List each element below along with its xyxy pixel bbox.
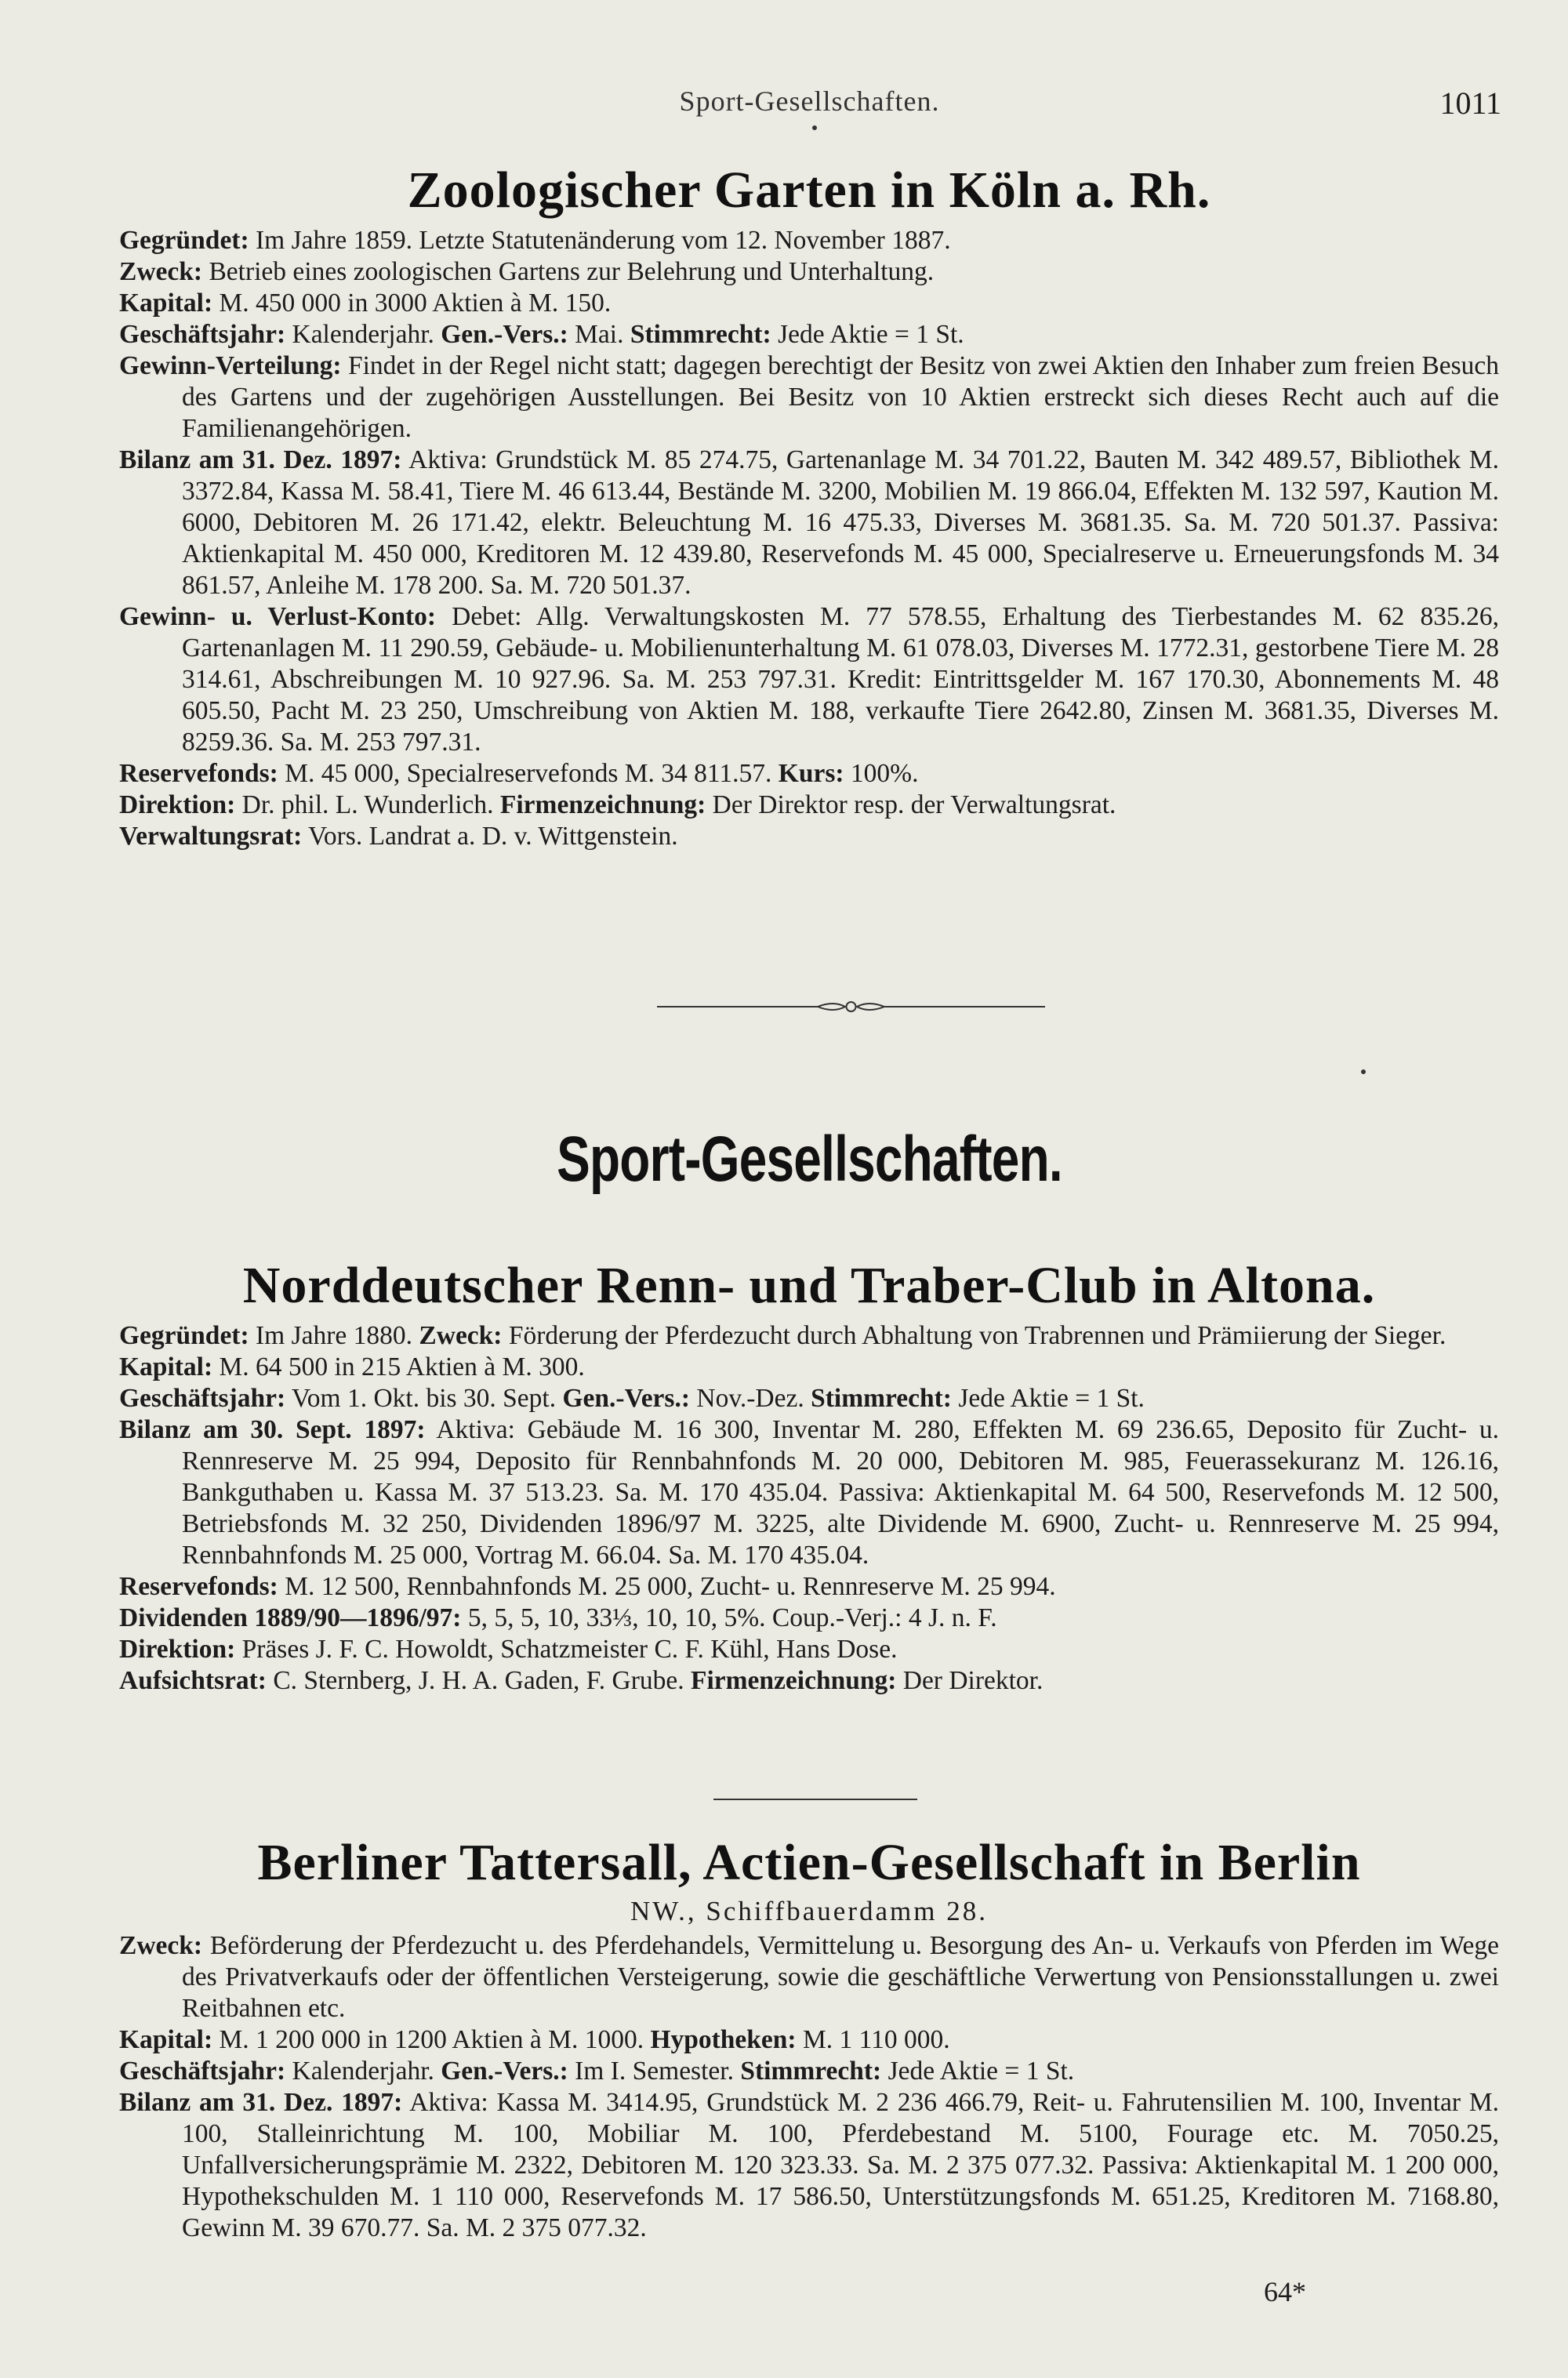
- entry-kapital: Kapital: M. 450 000 in 3000 Aktien à M. 150.: [119, 289, 612, 318]
- ornament-divider: [657, 997, 1045, 1016]
- entry-zweck: Zweck: Beförderung der Pferdezucht u. des Pferdehandels, Vermittelung u. Besorgung des An- u. Verkaufs von Pferden im Wege des Privatverkaufs oder der öffentlichen Versteigerung, sowie die geschäftliche Verwertung von Pensionsstallungen u. zwei Reitbahnen etc.: [119, 1931, 1499, 2023]
- entry-gewinn-verteilung: Gewinn-Verteilung: Findet in der Regel nicht statt; dagegen berechtigt der Besitz von zwei Aktien den Inhaber zum freien Besuch des Gartens und der zugehörigen Ausstellungen. Bei Besitz von 10 Aktien erstreckt sich dieses Recht auch auf die Familienangehörigen.: [119, 351, 1499, 443]
- entry-bilanz: Bilanz am 30. Sept. 1897: Aktiva: Gebäude M. 16 300, Inventar M. 280, Effekten M. 69 236.65, Deposito für Zucht- u. Rennreserve M. 25 994, Deposito für Rennbahnfonds M. 20 000, Debitoren M. 985, Feuerassekuranz M. 126.16, Bankguthaben u. Kassa M. 37 513.23. Sa. M. 170 435.04. Passiva: Aktienkapital M. 64 500, Reservefonds M. 12 500, Betriebsfonds M. 32 250, Dividenden 1896/97 M. 3225, alte Dividende M. 6900, Zucht- u. Rennreserve M. 25 994, Rennbahnfonds M. 25 000, Vortrag M. 66.04. Sa. M. 170 435.04.: [119, 1415, 1500, 1570]
- ink-dot: [812, 125, 817, 130]
- company-title: Berliner Tattersall, Actien-Gesellschaft in Berlin: [257, 1834, 1361, 1891]
- entry-verwaltungsrat: Verwaltungsrat: Vors. Landrat a. D. v. Wittgenstein.: [119, 822, 678, 851]
- page-header: [118, 85, 1501, 124]
- company-norddeutscher-renn-club: [119, 1256, 1499, 1697]
- entry-bilanz: Bilanz am 31. Dez. 1897: Aktiva: Grundstück M. 85 274.75, Gartenanlage M. 34 701.22, Bauten M. 342 489.57, Bibliothek M. 3372.84, Kassa M. 58.41, Tiere M. 46 613.44, Bestände M. 3200, Mobilien M. 19 866.04, Effekten M. 132 597, Kaution M. 6000, Debitoren M. 26 171.42, elektr. Beleuchtung M. 16 475.33, Diverses M. 3681.35. Sa. M. 720 501.37. Passiva: Aktienkapital M. 450 000, Kreditoren M. 12 439.80, Reservefonds M. 45 000, Specialreserve u. Erneuerungsfonds M. 34 861.57, Anleihe M. 178 200. Sa. M. 720 501.37.: [119, 445, 1500, 600]
- company-title: Norddeutscher Renn- und Traber-Club in Altona.: [242, 1257, 1376, 1314]
- entry-kapital: Kapital: M. 64 500 in 215 Aktien à M. 300.: [119, 1352, 585, 1381]
- entry-gewinn-verlust: Gewinn- u. Verlust-Konto: Debet: Allg. Verwaltungskosten M. 77 578.55, Erhaltung des Tierbestandes M. 62 835.26, Gartenanlagen M. 11 290.59, Gebäude- u. Mobilienunterhaltung M. 61 078.03, Diverses M. 1772.31, gestorbene Tiere M. 28 314.61, Abschreibungen M. 10 927.96. Sa. M. 253 797.31. Kredit: Eintrittsgelder M. 167 170.30, Abonnements M. 48 605.50, Pacht M. 23 250, Umschreibung von Aktien M. 188, verkaufte Tiere 2642.80, Zinsen M. 3681.35, Diverses M. 8259.36. Sa. M. 253 797.31.: [119, 602, 1499, 757]
- company-title: Zoologischer Garten in Köln a. Rh.: [407, 162, 1211, 219]
- signature-mark: 64*: [1264, 2276, 1306, 2307]
- entry-reservefonds: Reservefonds: M. 45 000, Specialreservefonds M. 34 811.57. Kurs: 100%.: [119, 759, 919, 788]
- entry-gegruendet: Gegründet: Im Jahre 1859. Letzte Statutenänderung vom 12. November 1887.: [119, 226, 951, 255]
- entry-kapital: Kapital: M. 1 200 000 in 1200 Aktien à M. 1000. Hypotheken: M. 1 110 000.: [119, 2025, 950, 2054]
- company-berliner-tattersall: [119, 1833, 1499, 2244]
- section-heading: Sport-Gesellschaften.: [557, 1124, 1062, 1195]
- ink-dot: [1361, 1069, 1366, 1074]
- entry-geschaeftsjahr: Geschäftsjahr: Kalenderjahr. Gen.-Vers.: Im I. Semester. Stimmrecht: Jede Aktie = 1 St.: [119, 2057, 1075, 2086]
- page-number: 1011: [1439, 85, 1501, 121]
- entry-geschaeftsjahr: Geschäftsjahr: Vom 1. Okt. bis 30. Sept. Gen.-Vers.: Nov.-Dez. Stimmrecht: Jede Aktie = 1 St.: [119, 1384, 1145, 1413]
- entry-dividenden: Dividenden 1889/90—1896/97: 5, 5, 5, 10, 33⅓, 10, 10, 5%. Coup.-Verj.: 4 J. n. F.: [119, 1603, 997, 1632]
- divider-rule: [713, 1799, 917, 1800]
- entry-geschaeftsjahr: Geschäftsjahr: Kalenderjahr. Gen.-Vers.: Mai. Stimmrecht: Jede Aktie = 1 St.: [119, 320, 964, 349]
- entry-aufsichtsrat: Aufsichtsrat: C. Sternberg, J. H. A. Gaden, F. Grube. Firmenzeichnung: Der Direktor.: [119, 1666, 1044, 1695]
- entry-zweck: Zweck: Betrieb eines zoologischen Gartens zur Belehrung und Unterhaltung.: [119, 257, 935, 286]
- entry-bilanz: Bilanz am 31. Dez. 1897: Aktiva: Kassa M. 3414.95, Grundstück M. 2 236 466.79, Reit- u. Fahrutensilien M. 100, Inventar M. 100, Stalleinrichtung M. 100, Mobiliar M. 100, Pferdebestand M. 5100, Fourage etc. M. 7050.25, Unfallversicherungsprämie M. 2322, Debitoren M. 120 323.33. Sa. M. 2 375 077.32. Passiva: Aktienkapital M. 1 200 000, Hypothekschulden M. 1 110 000, Reservefonds M. 17 586.50, Unterstützungsfonds M. 651.25, Kreditoren M. 7168.80, Gewinn M. 39 670.77. Sa. M. 2 375 077.32.: [119, 2088, 1499, 2242]
- entry-gegruendet: Gegründet: Im Jahre 1880. Zweck: Förderung der Pferdezucht durch Abhaltung von Trabrennen und Prämiierung der Sieger.: [119, 1321, 1446, 1350]
- running-title: Sport-Gesellschaften.: [679, 85, 940, 117]
- company-address: NW., Schiffbauerdamm 28.: [630, 1896, 988, 1926]
- company-zoologischer-garten: [119, 161, 1499, 852]
- entry-direktion: Direktion: Präses J. F. C. Howoldt, Schatzmeister C. F. Kühl, Hans Dose.: [119, 1635, 898, 1664]
- entry-direktion: Direktion: Dr. phil. L. Wunderlich. Firmenzeichnung: Der Direktor resp. der Verwaltungsrat.: [119, 790, 1116, 819]
- entry-reservefonds: Reservefonds: M. 12 500, Rennbahnfonds M. 25 000, Zucht- u. Rennreserve M. 25 994.: [119, 1572, 1056, 1601]
